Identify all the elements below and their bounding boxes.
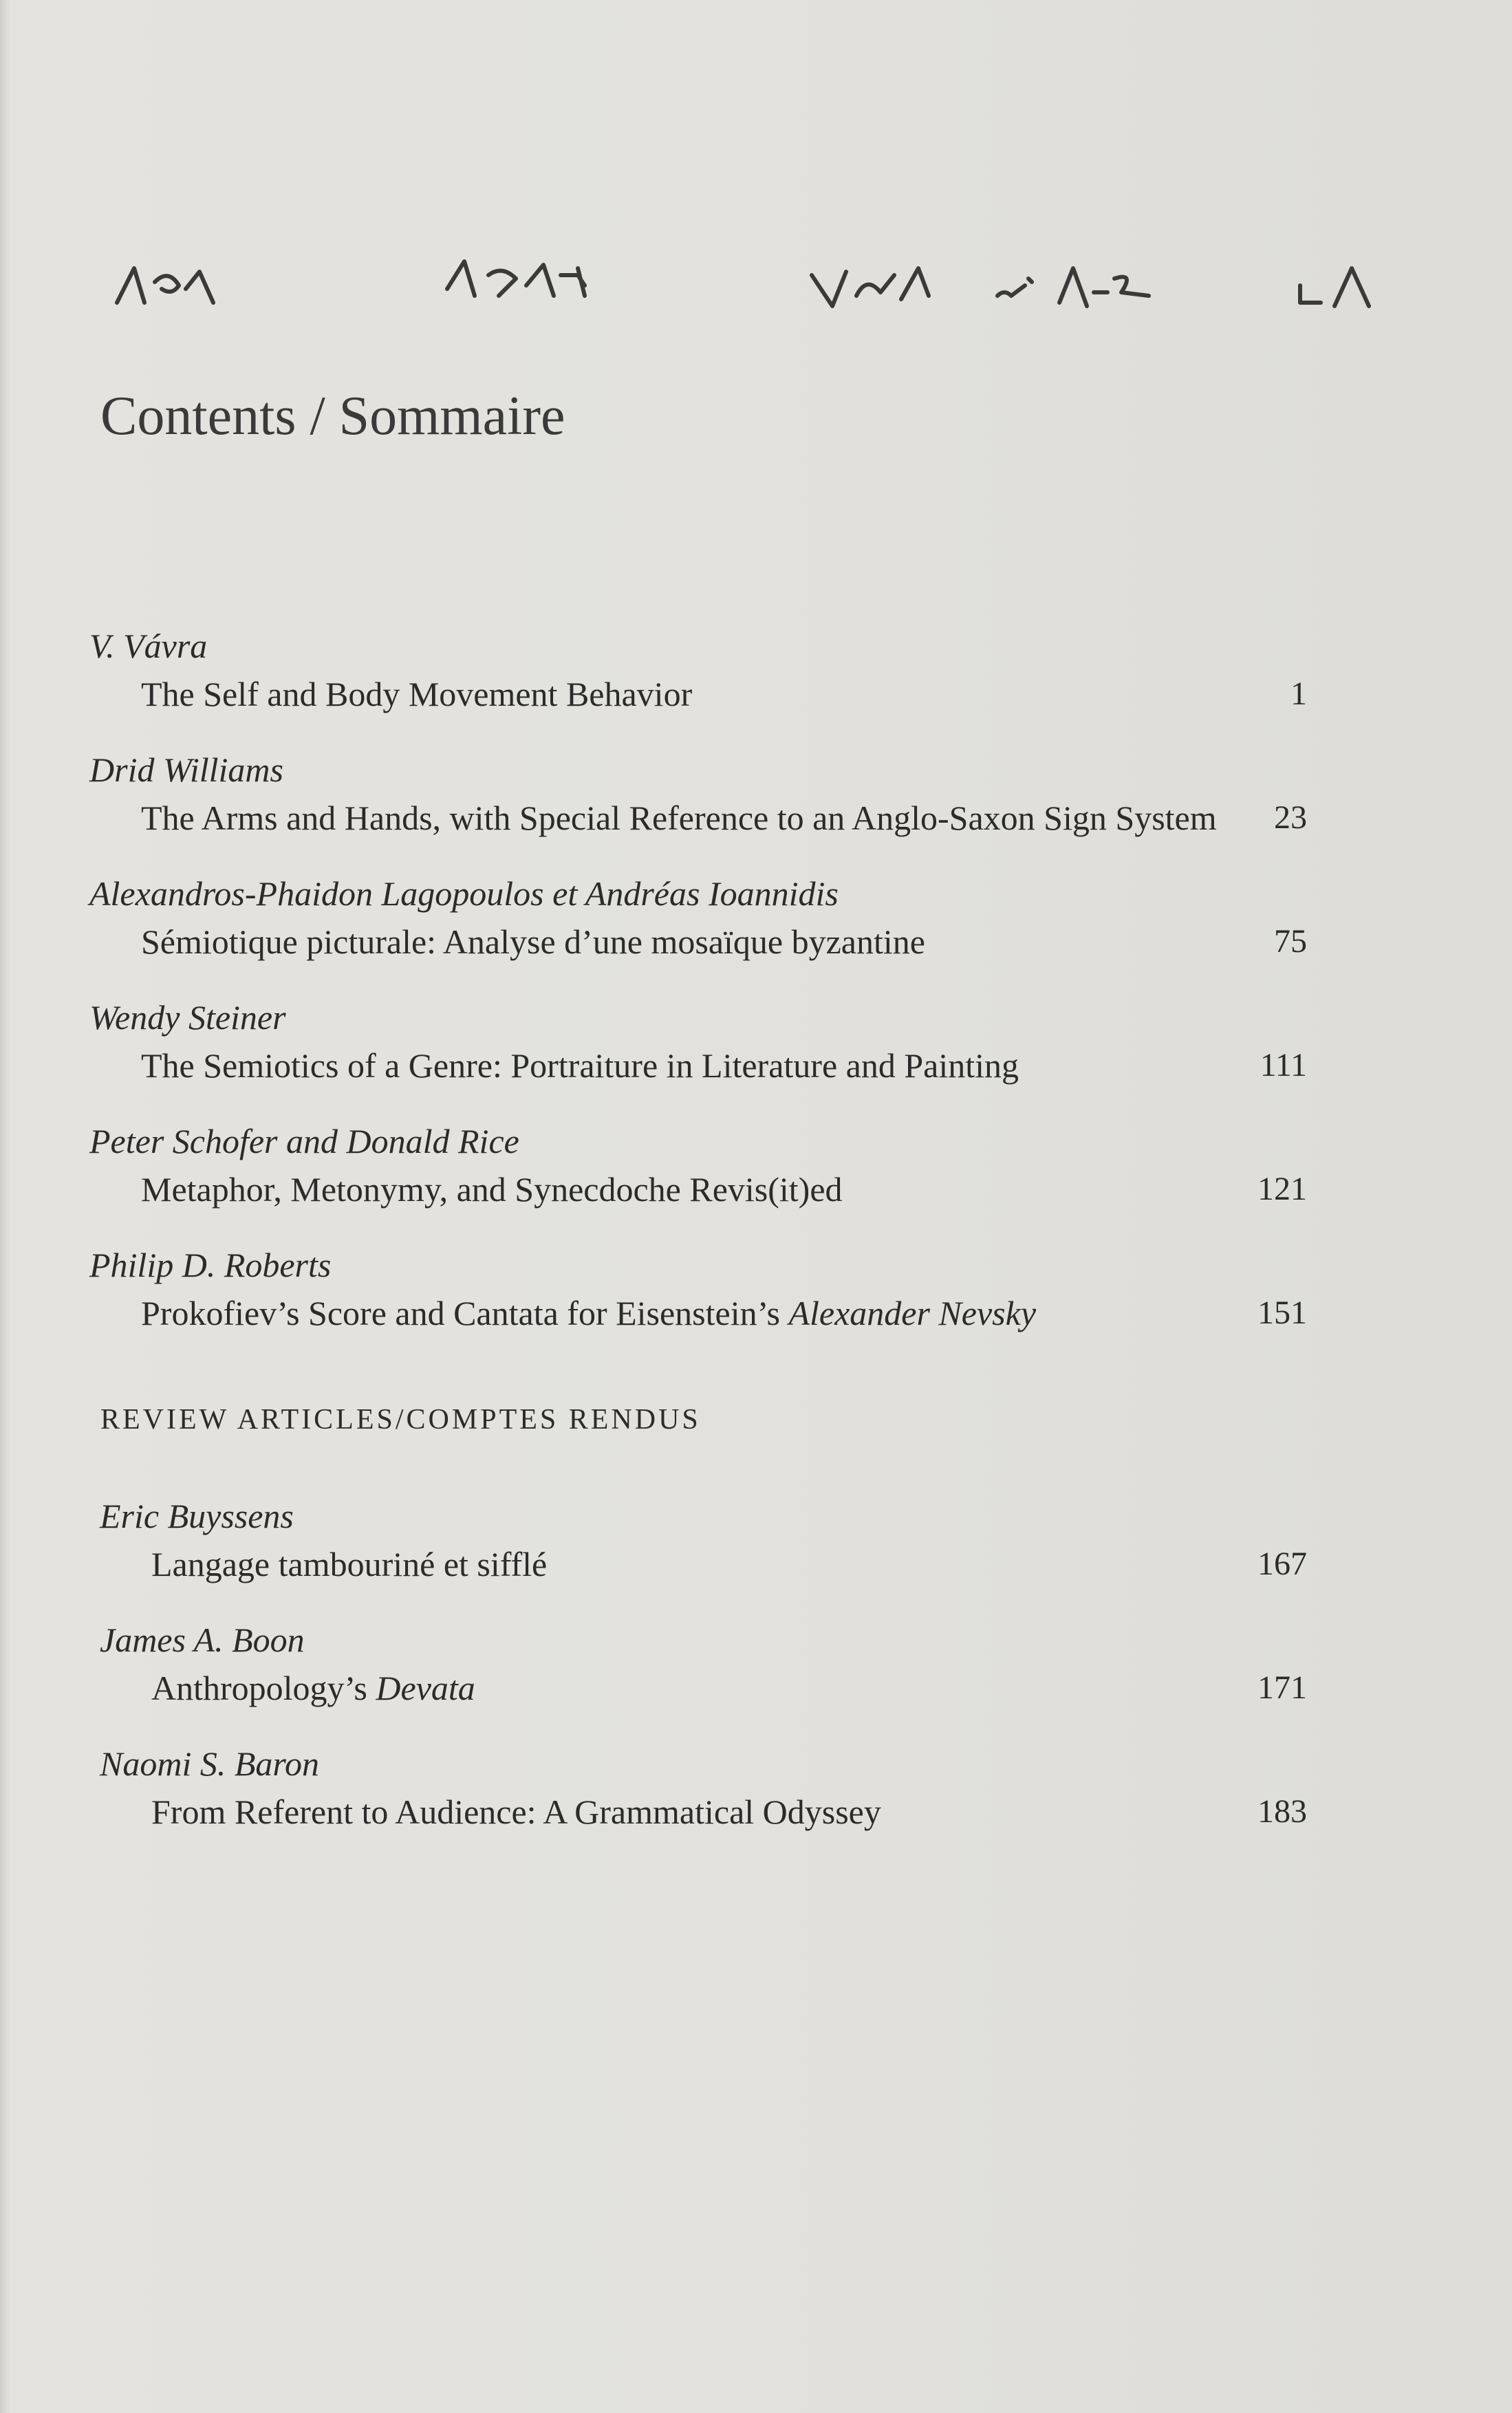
toc-entry xyxy=(89,994,1307,1090)
page-number: 111 xyxy=(1260,1047,1307,1083)
article-title-text: Prokofiev’s Score and Cantata for Eisenstein’s xyxy=(141,1294,789,1332)
toc-entry xyxy=(100,1616,1307,1713)
article-title: The Self and Body Movement Behavior xyxy=(141,675,693,713)
author: Wendy Steiner xyxy=(89,998,286,1037)
article-title-italic: Alexander Nevsky xyxy=(788,1294,1037,1332)
page-number: 183 xyxy=(1257,1793,1307,1830)
article-title: Langage tambouriné et sifflé xyxy=(151,1545,548,1583)
page-number: 151 xyxy=(1257,1295,1307,1331)
article-title: Metaphor, Metonymy, and Synecdoche Revis(it)ed xyxy=(141,1170,843,1209)
article-title-italic: Devata xyxy=(376,1669,475,1707)
section-heading: REVIEW ARTICLES/COMPTES RENDUS xyxy=(100,1404,701,1436)
article-title xyxy=(151,1663,475,1713)
toc-entry xyxy=(89,623,1307,719)
author: V. Vávra xyxy=(89,627,208,665)
toc-entry xyxy=(89,746,1307,843)
page-number: 75 xyxy=(1274,923,1307,960)
toc-entry xyxy=(100,1740,1307,1837)
author: Drid Williams xyxy=(89,750,283,789)
page-title: Contents / Sommaire xyxy=(100,386,565,446)
article-title: Sémiotique picturale: Analyse d’une mosaïque byzantine xyxy=(141,922,925,961)
toc-entry xyxy=(89,870,1307,966)
page-number: 1 xyxy=(1290,675,1307,712)
author: Peter Schofer and Donald Rice xyxy=(89,1122,519,1160)
toc-entry xyxy=(89,1242,1307,1338)
reviews-list xyxy=(100,1493,1307,1864)
article-title: The Semiotics of a Genre: Portraiture in Literature and Painting xyxy=(141,1046,1019,1085)
author: Alexandros-Phaidon Lagopoulos et Andréas Ioannidis xyxy=(89,874,839,913)
author: Naomi S. Baron xyxy=(100,1744,319,1783)
contents-list xyxy=(89,623,1307,1365)
handwritten-annotation xyxy=(103,248,1410,330)
author: Eric Buyssens xyxy=(100,1497,294,1535)
page-number: 121 xyxy=(1257,1171,1307,1207)
toc-entry xyxy=(89,1118,1307,1214)
article-title: From Referent to Audience: A Grammatical Odyssey xyxy=(151,1793,881,1831)
page-number: 167 xyxy=(1257,1546,1307,1582)
page-edge xyxy=(0,0,10,2413)
page-number: 23 xyxy=(1274,799,1307,836)
author: Philip D. Roberts xyxy=(89,1246,332,1284)
article-title-text: Anthropology’s xyxy=(151,1669,376,1707)
article-title xyxy=(141,1288,1036,1338)
author: James A. Boon xyxy=(100,1621,305,1659)
page-number: 171 xyxy=(1257,1669,1307,1706)
article-title: The Arms and Hands, with Special Reference to an Anglo-Saxon Sign System xyxy=(141,799,1217,837)
toc-entry xyxy=(100,1493,1307,1589)
